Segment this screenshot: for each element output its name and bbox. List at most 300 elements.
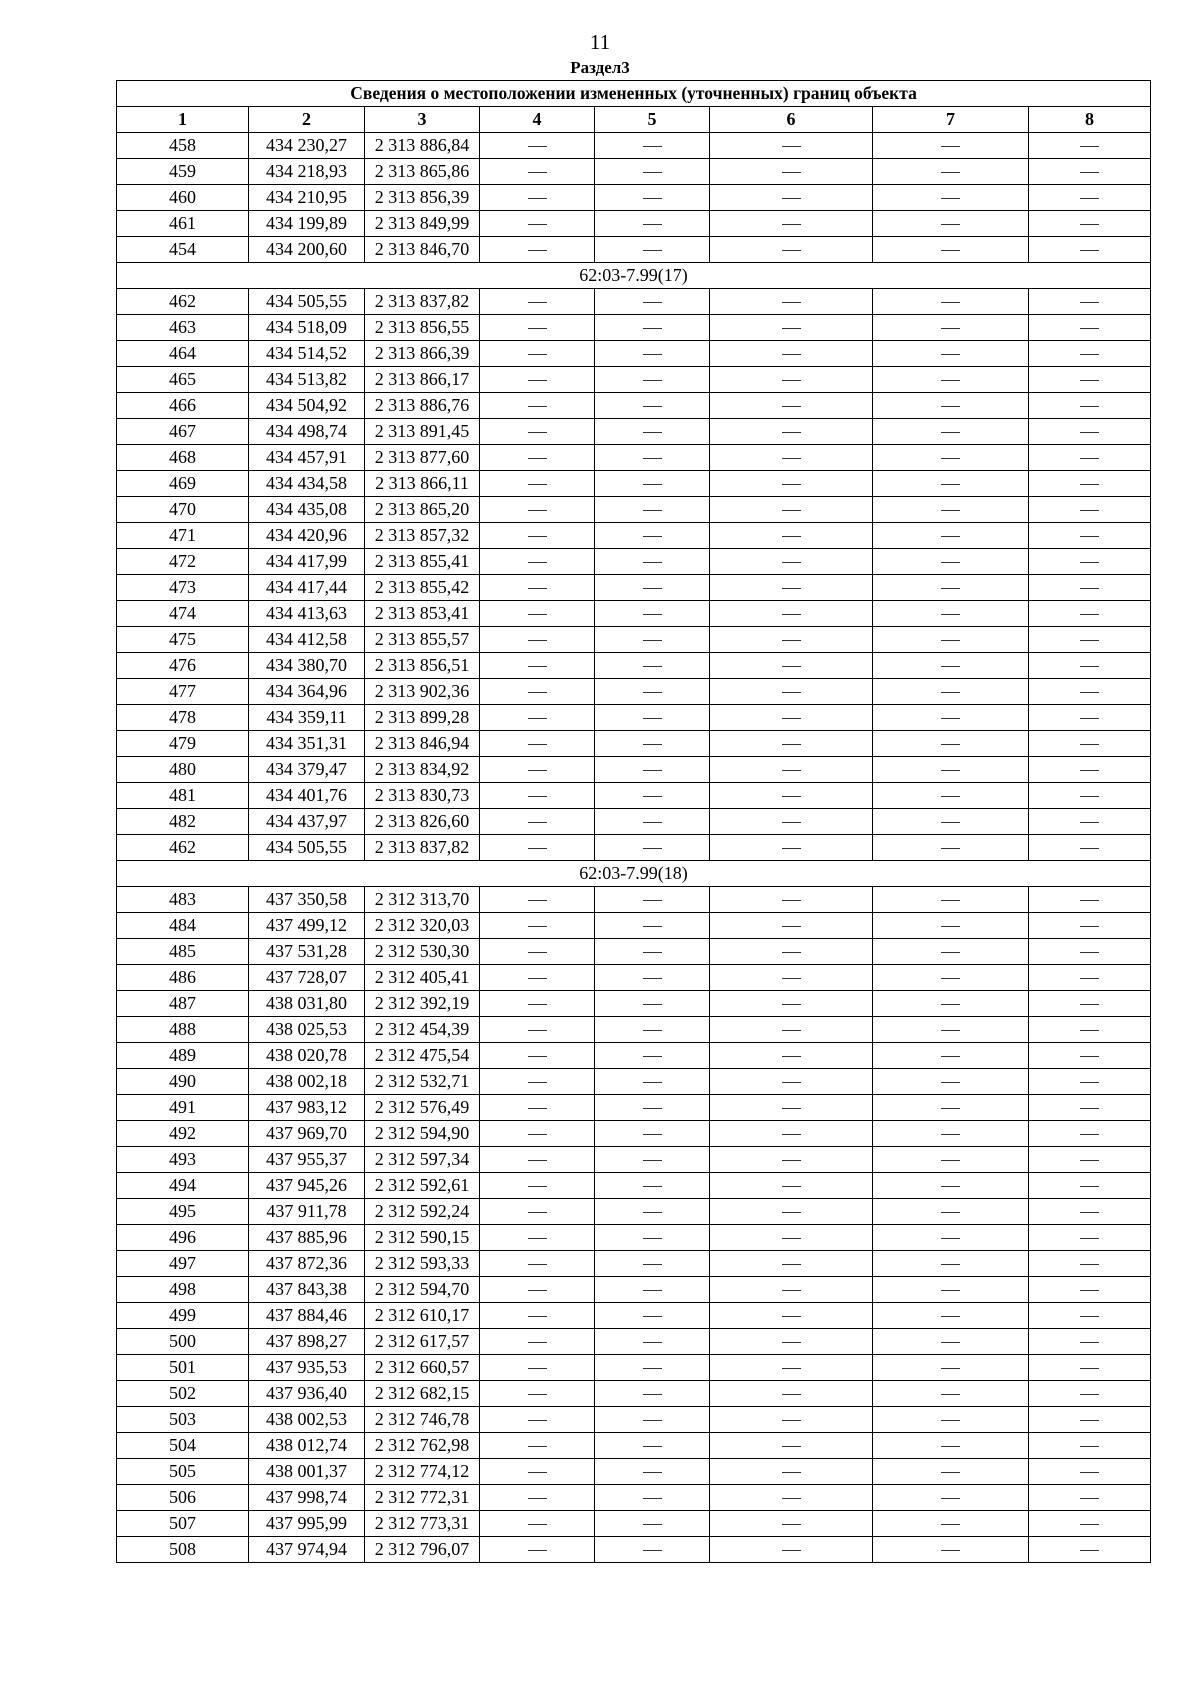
point-number-cell: 470 [117, 497, 249, 523]
table-row [117, 1069, 1151, 1095]
empty-value-cell-col8 [1029, 1329, 1151, 1355]
dash-mark [1080, 1264, 1099, 1265]
dash-mark [782, 1238, 801, 1239]
dash-mark [643, 588, 662, 589]
empty-value-cell-col8 [1029, 159, 1151, 185]
dash-mark [643, 1368, 662, 1369]
empty-value-cell-col6 [710, 1277, 873, 1303]
dash-mark [528, 380, 547, 381]
empty-value-cell-col5 [595, 1355, 710, 1381]
y-coordinate-cell: 2 313 826,60 [365, 809, 480, 835]
y-coordinate-cell: 2 313 865,20 [365, 497, 480, 523]
empty-value-cell-col7 [873, 835, 1029, 861]
empty-value-cell-col6 [710, 445, 873, 471]
empty-value-cell-col4 [480, 471, 595, 497]
y-coordinate-cell: 2 313 855,42 [365, 575, 480, 601]
empty-value-cell-col4 [480, 1121, 595, 1147]
table-body [117, 81, 1151, 1563]
empty-value-cell-col8 [1029, 367, 1151, 393]
x-coordinate-cell: 438 020,78 [249, 1043, 365, 1069]
y-coordinate-cell: 2 313 857,32 [365, 523, 480, 549]
dash-mark [1080, 1056, 1099, 1057]
dash-mark [1080, 1160, 1099, 1161]
empty-value-cell-col8 [1029, 679, 1151, 705]
column-header-3: 3 [365, 107, 480, 133]
empty-value-cell-col5 [595, 783, 710, 809]
x-coordinate-cell: 437 955,37 [249, 1147, 365, 1173]
empty-value-cell-col8 [1029, 1485, 1151, 1511]
empty-value-cell-col8 [1029, 393, 1151, 419]
empty-value-cell-col5 [595, 1433, 710, 1459]
empty-value-cell-col4 [480, 159, 595, 185]
empty-value-cell-col5 [595, 1017, 710, 1043]
point-number-cell: 459 [117, 159, 249, 185]
point-number-cell: 464 [117, 341, 249, 367]
y-coordinate-cell: 2 312 597,34 [365, 1147, 480, 1173]
dash-mark [782, 1082, 801, 1083]
dash-mark [643, 354, 662, 355]
point-number-cell: 469 [117, 471, 249, 497]
x-coordinate-cell: 434 351,31 [249, 731, 365, 757]
table-row [117, 887, 1151, 913]
column-header-4: 4 [480, 107, 595, 133]
dash-mark [528, 1108, 547, 1109]
empty-value-cell-col6 [710, 809, 873, 835]
column-header-8: 8 [1029, 107, 1151, 133]
y-coordinate-cell: 2 312 762,98 [365, 1433, 480, 1459]
empty-value-cell-col8 [1029, 575, 1151, 601]
dash-mark [528, 1472, 547, 1473]
empty-value-cell-col5 [595, 185, 710, 211]
dash-mark [782, 1498, 801, 1499]
dash-mark [1080, 1550, 1099, 1551]
empty-value-cell-col4 [480, 367, 595, 393]
empty-value-cell-col7 [873, 393, 1029, 419]
empty-value-cell-col8 [1029, 1199, 1151, 1225]
empty-value-cell-col6 [710, 341, 873, 367]
empty-value-cell-col7 [873, 419, 1029, 445]
dash-mark [528, 1290, 547, 1291]
empty-value-cell-col4 [480, 211, 595, 237]
dash-mark [643, 770, 662, 771]
dash-mark [528, 1134, 547, 1135]
empty-value-cell-col8 [1029, 757, 1151, 783]
dash-mark [528, 536, 547, 537]
dash-mark [782, 848, 801, 849]
point-number-cell: 490 [117, 1069, 249, 1095]
empty-value-cell-col7 [873, 1433, 1029, 1459]
dash-mark [1080, 510, 1099, 511]
dash-mark [1080, 822, 1099, 823]
empty-value-cell-col7 [873, 939, 1029, 965]
empty-value-cell-col7 [873, 1459, 1029, 1485]
x-coordinate-cell: 434 417,44 [249, 575, 365, 601]
dash-mark [643, 796, 662, 797]
x-coordinate-cell: 434 200,60 [249, 237, 365, 263]
column-header-2: 2 [249, 107, 365, 133]
empty-value-cell-col6 [710, 133, 873, 159]
dash-mark [941, 1446, 960, 1447]
empty-value-cell-col6 [710, 601, 873, 627]
dash-mark [941, 900, 960, 901]
dash-mark [1080, 1394, 1099, 1395]
empty-value-cell-col8 [1029, 1459, 1151, 1485]
table-row [117, 1459, 1151, 1485]
empty-value-cell-col6 [710, 627, 873, 653]
dash-mark [643, 1004, 662, 1005]
empty-value-cell-col6 [710, 237, 873, 263]
dash-mark [528, 1316, 547, 1317]
empty-value-cell-col5 [595, 991, 710, 1017]
x-coordinate-cell: 434 413,63 [249, 601, 365, 627]
empty-value-cell-col7 [873, 1095, 1029, 1121]
empty-value-cell-col4 [480, 601, 595, 627]
empty-value-cell-col6 [710, 315, 873, 341]
dash-mark [941, 380, 960, 381]
empty-value-cell-col5 [595, 1043, 710, 1069]
dash-mark [941, 1160, 960, 1161]
y-coordinate-cell: 2 312 774,12 [365, 1459, 480, 1485]
y-coordinate-cell: 2 313 886,76 [365, 393, 480, 419]
column-header-5: 5 [595, 107, 710, 133]
empty-value-cell-col5 [595, 1303, 710, 1329]
table-row [117, 809, 1151, 835]
empty-value-cell-col6 [710, 1121, 873, 1147]
empty-value-cell-col4 [480, 1303, 595, 1329]
dash-mark [643, 1472, 662, 1473]
empty-value-cell-col7 [873, 731, 1029, 757]
dash-mark [1080, 796, 1099, 797]
table-row [117, 705, 1151, 731]
dash-mark [941, 952, 960, 953]
empty-value-cell-col6 [710, 887, 873, 913]
dash-mark [1080, 1316, 1099, 1317]
table-row [117, 1121, 1151, 1147]
point-number-cell: 480 [117, 757, 249, 783]
y-coordinate-cell: 2 312 532,71 [365, 1069, 480, 1095]
empty-value-cell-col4 [480, 575, 595, 601]
x-coordinate-cell: 434 199,89 [249, 211, 365, 237]
dash-mark [643, 666, 662, 667]
empty-value-cell-col5 [595, 159, 710, 185]
dash-mark [941, 536, 960, 537]
table-row [117, 679, 1151, 705]
table-row [117, 731, 1151, 757]
y-coordinate-cell: 2 312 590,15 [365, 1225, 480, 1251]
dash-mark [941, 1368, 960, 1369]
empty-value-cell-col5 [595, 1199, 710, 1225]
table-row [117, 1147, 1151, 1173]
table-row [117, 419, 1151, 445]
empty-value-cell-col6 [710, 1095, 873, 1121]
empty-value-cell-col5 [595, 1147, 710, 1173]
empty-value-cell-col5 [595, 601, 710, 627]
parcel-group-label: 62:03-7.99(18) [117, 861, 1151, 887]
y-coordinate-cell: 2 312 313,70 [365, 887, 480, 913]
x-coordinate-cell: 437 898,27 [249, 1329, 365, 1355]
empty-value-cell-col6 [710, 783, 873, 809]
empty-value-cell-col4 [480, 1095, 595, 1121]
dash-mark [1080, 328, 1099, 329]
empty-value-cell-col4 [480, 1277, 595, 1303]
dash-mark [941, 822, 960, 823]
empty-value-cell-col7 [873, 1485, 1029, 1511]
dash-mark [528, 172, 547, 173]
x-coordinate-cell: 434 230,27 [249, 133, 365, 159]
empty-value-cell-col8 [1029, 1069, 1151, 1095]
empty-value-cell-col5 [595, 1485, 710, 1511]
dash-mark [941, 926, 960, 927]
empty-value-cell-col6 [710, 1199, 873, 1225]
empty-value-cell-col5 [595, 965, 710, 991]
dash-mark [528, 1264, 547, 1265]
column-header-6: 6 [710, 107, 873, 133]
dash-mark [782, 1446, 801, 1447]
x-coordinate-cell: 434 514,52 [249, 341, 365, 367]
empty-value-cell-col6 [710, 939, 873, 965]
dash-mark [528, 692, 547, 693]
dash-mark [528, 666, 547, 667]
empty-value-cell-col7 [873, 783, 1029, 809]
dash-mark [528, 770, 547, 771]
table-row [117, 1485, 1151, 1511]
empty-value-cell-col7 [873, 445, 1029, 471]
y-coordinate-cell: 2 313 865,86 [365, 159, 480, 185]
empty-value-cell-col8 [1029, 809, 1151, 835]
dash-mark [782, 692, 801, 693]
empty-value-cell-col8 [1029, 497, 1151, 523]
parcel-group-label: 62:03-7.99(17) [117, 263, 1151, 289]
dash-mark [643, 1212, 662, 1213]
empty-value-cell-col7 [873, 315, 1029, 341]
dash-mark [528, 640, 547, 641]
y-coordinate-cell: 2 313 899,28 [365, 705, 480, 731]
dash-mark [528, 406, 547, 407]
dash-mark [528, 1394, 547, 1395]
table-row [117, 653, 1151, 679]
dash-mark [528, 1056, 547, 1057]
point-number-cell: 454 [117, 237, 249, 263]
dash-mark [528, 198, 547, 199]
empty-value-cell-col8 [1029, 705, 1151, 731]
empty-value-cell-col6 [710, 367, 873, 393]
empty-value-cell-col7 [873, 1225, 1029, 1251]
empty-value-cell-col4 [480, 549, 595, 575]
empty-value-cell-col7 [873, 1147, 1029, 1173]
empty-value-cell-col5 [595, 497, 710, 523]
y-coordinate-cell: 2 312 530,30 [365, 939, 480, 965]
dash-mark [941, 1316, 960, 1317]
empty-value-cell-col6 [710, 185, 873, 211]
y-coordinate-cell: 2 312 594,70 [365, 1277, 480, 1303]
y-coordinate-cell: 2 313 866,39 [365, 341, 480, 367]
empty-value-cell-col5 [595, 419, 710, 445]
point-number-cell: 502 [117, 1381, 249, 1407]
empty-value-cell-col6 [710, 1381, 873, 1407]
dash-mark [1080, 744, 1099, 745]
point-number-cell: 461 [117, 211, 249, 237]
dash-mark [528, 1212, 547, 1213]
dash-mark [643, 328, 662, 329]
y-coordinate-cell: 2 313 846,70 [365, 237, 480, 263]
dash-mark [1080, 536, 1099, 537]
dash-mark [528, 822, 547, 823]
x-coordinate-cell: 437 945,26 [249, 1173, 365, 1199]
table-row [117, 237, 1151, 263]
dash-mark [1080, 900, 1099, 901]
dash-mark [643, 718, 662, 719]
x-coordinate-cell: 438 012,74 [249, 1433, 365, 1459]
y-coordinate-cell: 2 312 594,90 [365, 1121, 480, 1147]
dash-mark [528, 744, 547, 745]
dash-mark [941, 172, 960, 173]
dash-mark [782, 900, 801, 901]
dash-mark [528, 328, 547, 329]
y-coordinate-cell: 2 313 856,39 [365, 185, 480, 211]
empty-value-cell-col5 [595, 445, 710, 471]
point-number-cell: 494 [117, 1173, 249, 1199]
empty-value-cell-col5 [595, 1251, 710, 1277]
dash-mark [528, 1342, 547, 1343]
point-number-cell: 505 [117, 1459, 249, 1485]
table-row [117, 185, 1151, 211]
dash-mark [782, 718, 801, 719]
dash-mark [941, 718, 960, 719]
empty-value-cell-col6 [710, 1017, 873, 1043]
empty-value-cell-col8 [1029, 601, 1151, 627]
empty-value-cell-col5 [595, 809, 710, 835]
empty-value-cell-col8 [1029, 1225, 1151, 1251]
dash-mark [941, 796, 960, 797]
table-row [117, 939, 1151, 965]
empty-value-cell-col8 [1029, 887, 1151, 913]
point-number-cell: 479 [117, 731, 249, 757]
point-number-cell: 483 [117, 887, 249, 913]
dash-mark [782, 406, 801, 407]
empty-value-cell-col4 [480, 1017, 595, 1043]
dash-mark [941, 1524, 960, 1525]
dash-mark [643, 1316, 662, 1317]
empty-value-cell-col8 [1029, 1511, 1151, 1537]
table-row [117, 575, 1151, 601]
dash-mark [528, 1550, 547, 1551]
table-row [117, 1225, 1151, 1251]
point-number-cell: 463 [117, 315, 249, 341]
dash-mark [941, 1342, 960, 1343]
dash-mark [643, 1420, 662, 1421]
empty-value-cell-col5 [595, 1407, 710, 1433]
table-row [117, 393, 1151, 419]
point-number-cell: 488 [117, 1017, 249, 1043]
empty-value-cell-col5 [595, 1225, 710, 1251]
empty-value-cell-col6 [710, 471, 873, 497]
dash-mark [1080, 1420, 1099, 1421]
empty-value-cell-col6 [710, 1459, 873, 1485]
x-coordinate-cell: 434 504,92 [249, 393, 365, 419]
dash-mark [643, 146, 662, 147]
dash-mark [782, 1420, 801, 1421]
empty-value-cell-col4 [480, 497, 595, 523]
dash-mark [528, 718, 547, 719]
dash-mark [1080, 1290, 1099, 1291]
empty-value-cell-col5 [595, 757, 710, 783]
x-coordinate-cell: 437 969,70 [249, 1121, 365, 1147]
empty-value-cell-col7 [873, 1277, 1029, 1303]
empty-value-cell-col5 [595, 1459, 710, 1485]
dash-mark [643, 1056, 662, 1057]
dash-mark [1080, 1082, 1099, 1083]
empty-value-cell-col5 [595, 341, 710, 367]
dash-mark [782, 1524, 801, 1525]
empty-value-cell-col7 [873, 1381, 1029, 1407]
empty-value-cell-col5 [595, 1121, 710, 1147]
empty-value-cell-col8 [1029, 965, 1151, 991]
x-coordinate-cell: 438 025,53 [249, 1017, 365, 1043]
dash-mark [941, 484, 960, 485]
empty-value-cell-col5 [595, 627, 710, 653]
point-number-cell: 465 [117, 367, 249, 393]
y-coordinate-cell: 2 313 853,41 [365, 601, 480, 627]
dash-mark [941, 458, 960, 459]
point-number-cell: 486 [117, 965, 249, 991]
empty-value-cell-col8 [1029, 1043, 1151, 1069]
point-number-cell: 492 [117, 1121, 249, 1147]
dash-mark [941, 1264, 960, 1265]
dash-mark [941, 354, 960, 355]
x-coordinate-cell: 434 435,08 [249, 497, 365, 523]
dash-mark [528, 1498, 547, 1499]
point-number-cell: 491 [117, 1095, 249, 1121]
empty-value-cell-col6 [710, 1173, 873, 1199]
x-coordinate-cell: 434 379,47 [249, 757, 365, 783]
empty-value-cell-col7 [873, 1251, 1029, 1277]
dash-mark [528, 900, 547, 901]
table-row [117, 1251, 1151, 1277]
dash-mark [643, 1030, 662, 1031]
column-header-1: 1 [117, 107, 249, 133]
empty-value-cell-col7 [873, 471, 1029, 497]
dash-mark [782, 744, 801, 745]
point-number-cell: 460 [117, 185, 249, 211]
empty-value-cell-col7 [873, 1511, 1029, 1537]
dash-mark [528, 614, 547, 615]
table-row [117, 1277, 1151, 1303]
dash-mark [1080, 588, 1099, 589]
empty-value-cell-col4 [480, 627, 595, 653]
dash-mark [528, 1004, 547, 1005]
empty-value-cell-col8 [1029, 237, 1151, 263]
point-number-cell: 495 [117, 1199, 249, 1225]
dash-mark [941, 1134, 960, 1135]
dash-mark [643, 484, 662, 485]
dash-mark [782, 1108, 801, 1109]
table-row [117, 445, 1151, 471]
dash-mark [941, 666, 960, 667]
x-coordinate-cell: 434 412,58 [249, 627, 365, 653]
coordinates-table [116, 80, 1151, 1563]
dash-mark [782, 1186, 801, 1187]
dash-mark [643, 926, 662, 927]
dash-mark [643, 1264, 662, 1265]
dash-mark [782, 510, 801, 511]
empty-value-cell-col8 [1029, 185, 1151, 211]
empty-value-cell-col8 [1029, 939, 1151, 965]
dash-mark [941, 692, 960, 693]
empty-value-cell-col4 [480, 1511, 595, 1537]
empty-value-cell-col4 [480, 1407, 595, 1433]
dash-mark [1080, 1524, 1099, 1525]
x-coordinate-cell: 437 935,53 [249, 1355, 365, 1381]
